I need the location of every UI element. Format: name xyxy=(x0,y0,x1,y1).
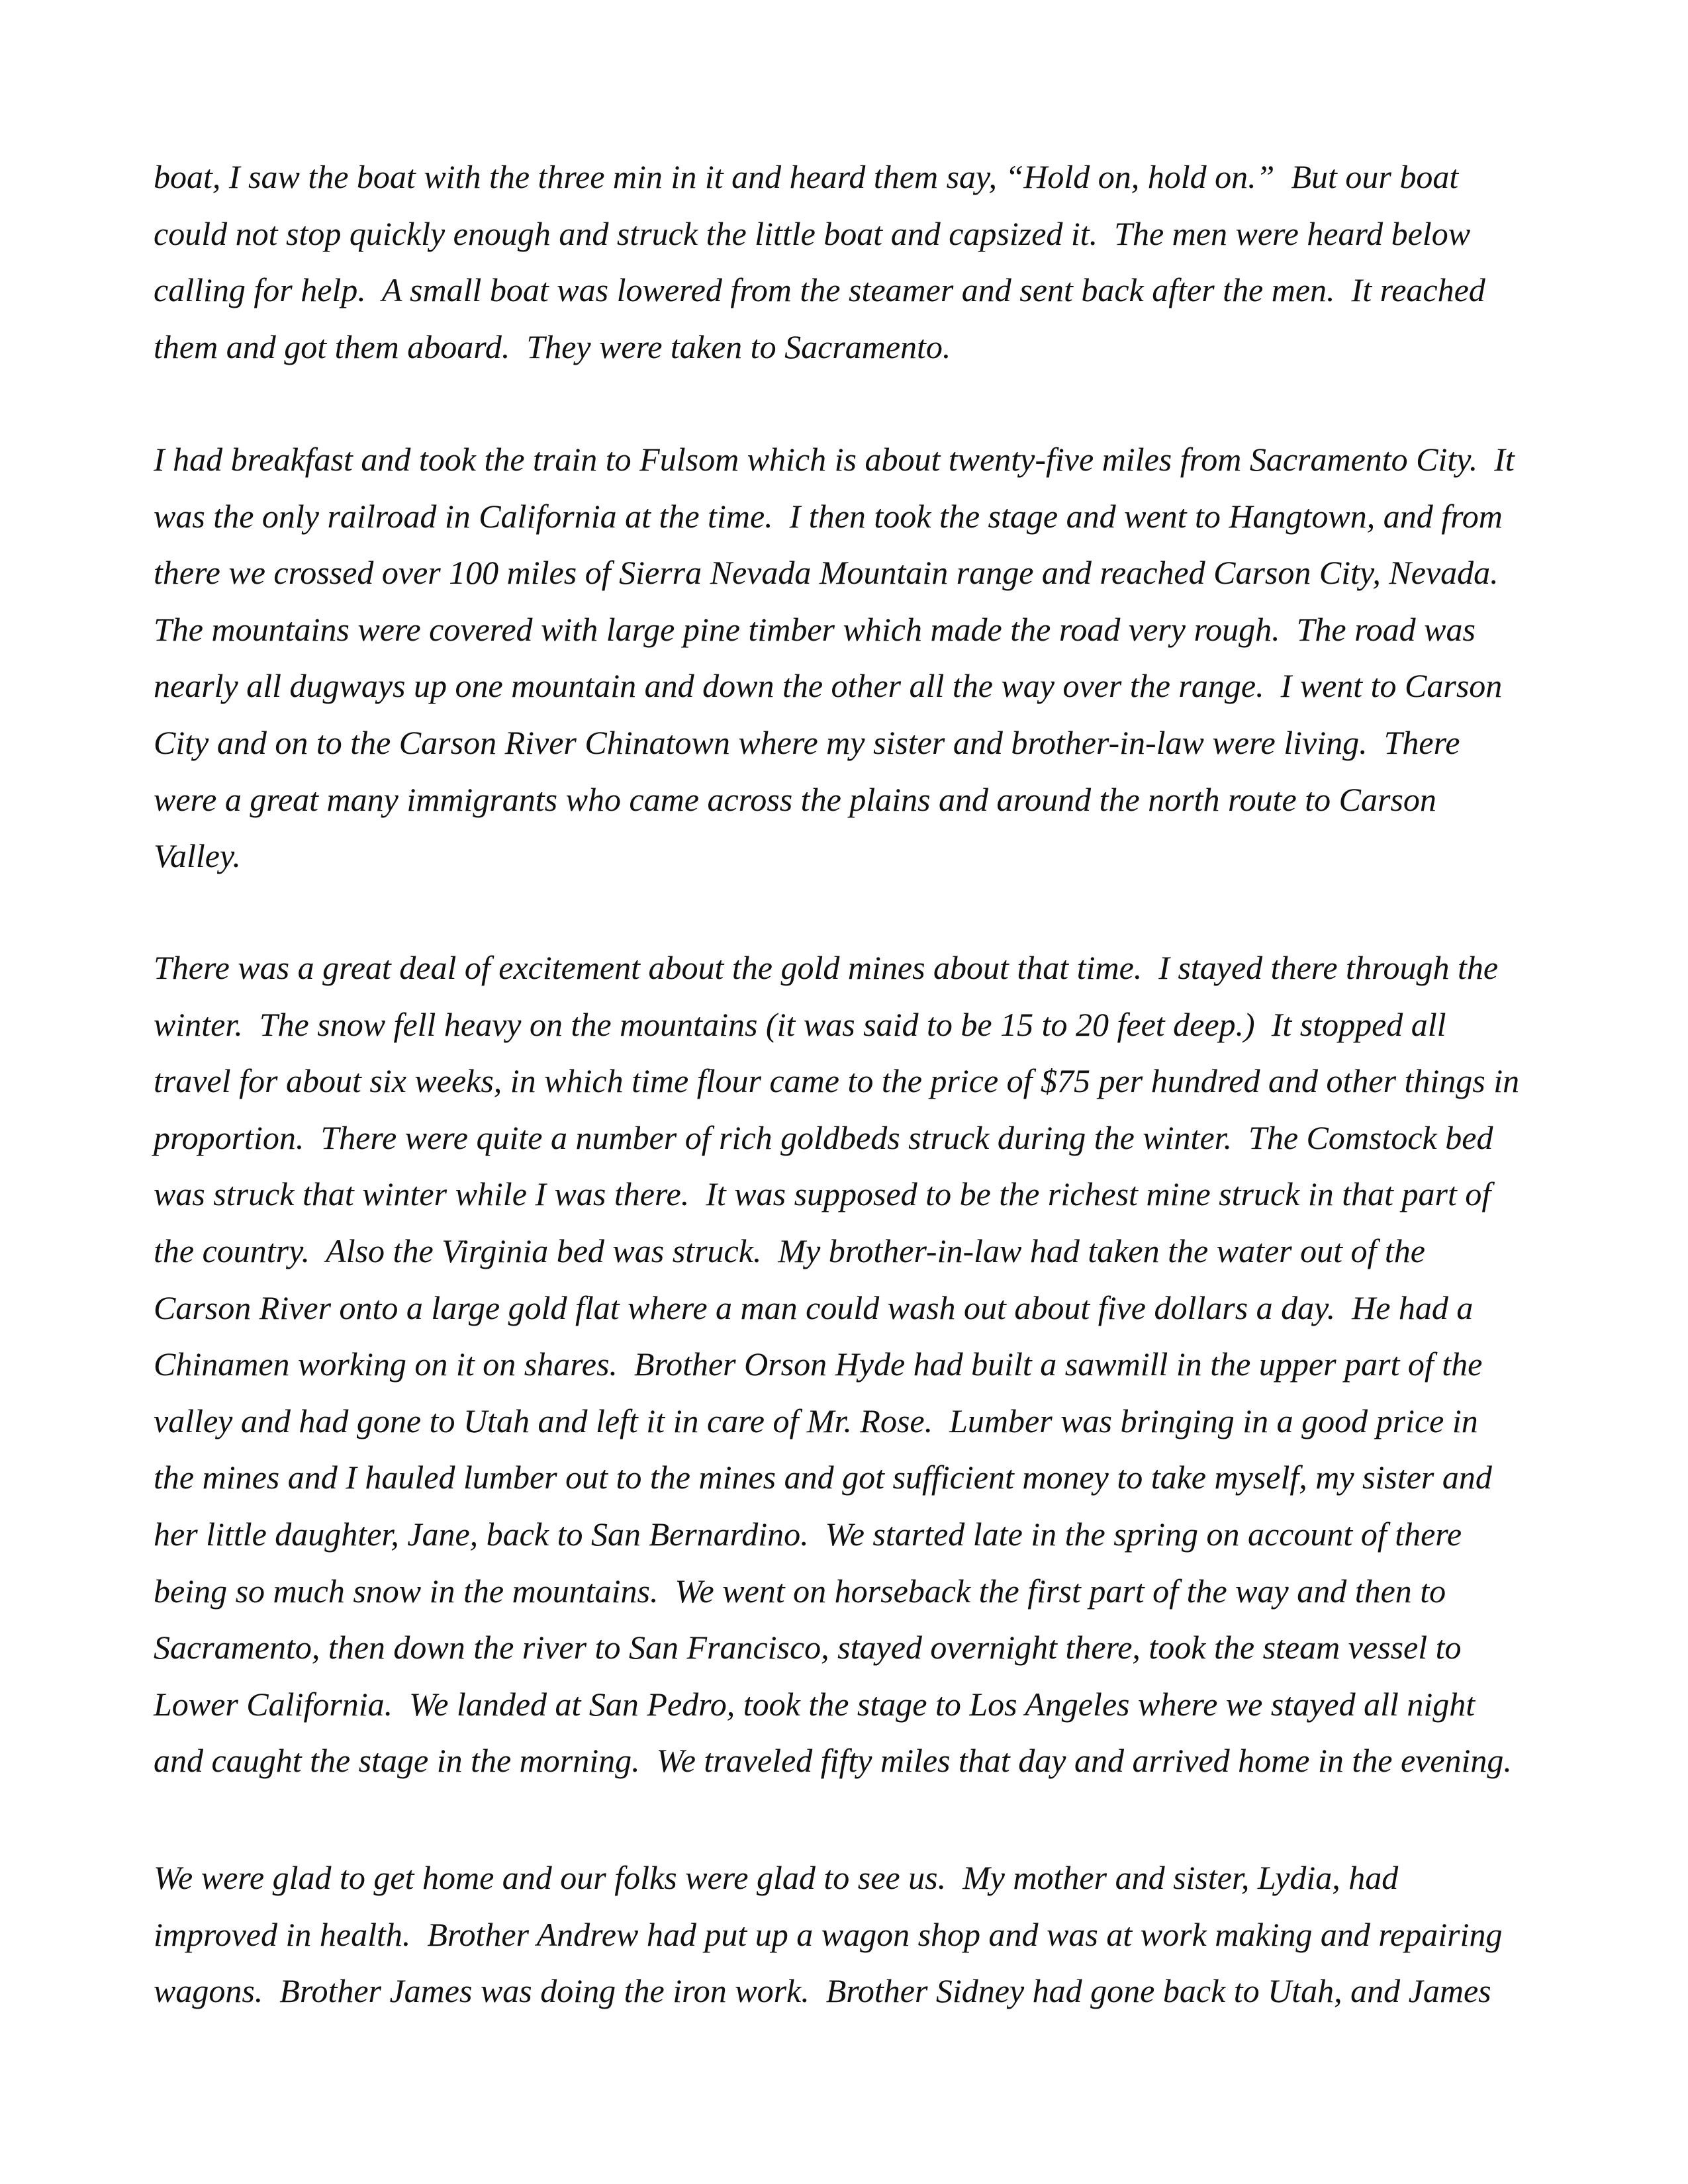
text-line: City and on to the Carson River Chinatown where my sister and brother-in-law were living. There xyxy=(154,723,1460,761)
paragraph-journey-to-carson xyxy=(154,432,1544,885)
text-line: travel for about six weeks, in which time flour came to the price of $75 per hundred and other things in xyxy=(154,1062,1520,1100)
text-line: and caught the stage in the morning. We traveled fifty miles that day and arrived home in the evening. xyxy=(154,1742,1512,1780)
paragraph-gold-mines xyxy=(154,940,1544,1790)
text-line: The mountains were covered with large pine timber which made the road very rough. The road was xyxy=(154,610,1476,648)
text-line: improved in health. Brother Andrew had put up a wagon shop and was at work making and repairing xyxy=(154,1915,1503,1953)
text-line: valley and had gone to Utah and left it in care of Mr. Rose. Lumber was bringing in a good price in xyxy=(154,1402,1478,1439)
paragraph-return-home xyxy=(154,1850,1544,2020)
text-line: winter. The snow fell heavy on the mountains (it was said to be 15 to 20 feet deep.) It stopped all xyxy=(154,1005,1446,1043)
text-line: Valley. xyxy=(154,837,241,875)
text-line: We were glad to get home and our folks were glad to see us. My mother and sister, Lydia, had xyxy=(154,1859,1399,1896)
text-line: Lower California. We landed at San Pedro, took the stage to Los Angeles where we stayed all night xyxy=(154,1685,1476,1723)
text-line: the country. Also the Virginia bed was struck. My brother-in-law had taken the water out of the xyxy=(154,1232,1425,1269)
text-line: were a great many immigrants who came across the plains and around the north route to Carson xyxy=(154,780,1436,818)
text-line: was struck that winter while I was there. It was supposed to be the richest mine struck in that part of xyxy=(154,1175,1491,1213)
text-line: There was a great deal of excitement about the gold mines about that time. I stayed there through the xyxy=(154,949,1499,986)
text-line: nearly all dugways up one mountain and down the other all the way over the range. I went to Carson xyxy=(154,667,1503,705)
text-line: Sacramento, then down the river to San Francisco, stayed overnight there, took the steam vessel to xyxy=(154,1629,1462,1666)
text-line: calling for help. A small boat was lowered from the steamer and sent back after the men. It reached xyxy=(154,271,1485,309)
text-line: Carson River onto a large gold flat where a man could wash out about five dollars a day. He had a xyxy=(154,1289,1474,1326)
text-line: being so much snow in the mountains. We went on horseback the first part of the way and then to xyxy=(154,1572,1446,1610)
text-line: Chinamen working on it on shares. Brother Orson Hyde had built a sawmill in the upper part of the xyxy=(154,1345,1483,1383)
text-line: them and got them aboard. They were taken to Sacramento. xyxy=(154,328,951,365)
text-line: was the only railroad in California at the time. I then took the stage and went to Hangtown, and from xyxy=(154,497,1503,535)
text-line: the mines and I hauled lumber out to the mines and got sufficient money to take myself, my sister and xyxy=(154,1459,1492,1496)
paragraph-boat-accident xyxy=(154,149,1544,375)
text-line: there we crossed over 100 miles of Sierra Nevada Mountain range and reached Carson City, Nevada. xyxy=(154,554,1499,592)
text-line: boat, I saw the boat with the three min in it and heard them say, “Hold on, hold on.” But our boat xyxy=(154,158,1459,195)
text-line: wagons. Brother James was doing the iron work. Brother Sidney had gone back to Utah, and James xyxy=(154,1972,1491,2010)
text-line: I had breakfast and took the train to Fulsom which is about twenty-five miles from Sacramento City. It xyxy=(154,441,1515,478)
text-line: proportion. There were quite a number of rich goldbeds struck during the winter. The Comstock bed xyxy=(154,1118,1493,1156)
text-line: her little daughter, Jane, back to San Bernardino. We started late in the spring on account of there xyxy=(154,1515,1462,1553)
text-line: could not stop quickly enough and struck the little boat and capsized it. The men were heard below xyxy=(154,214,1471,252)
